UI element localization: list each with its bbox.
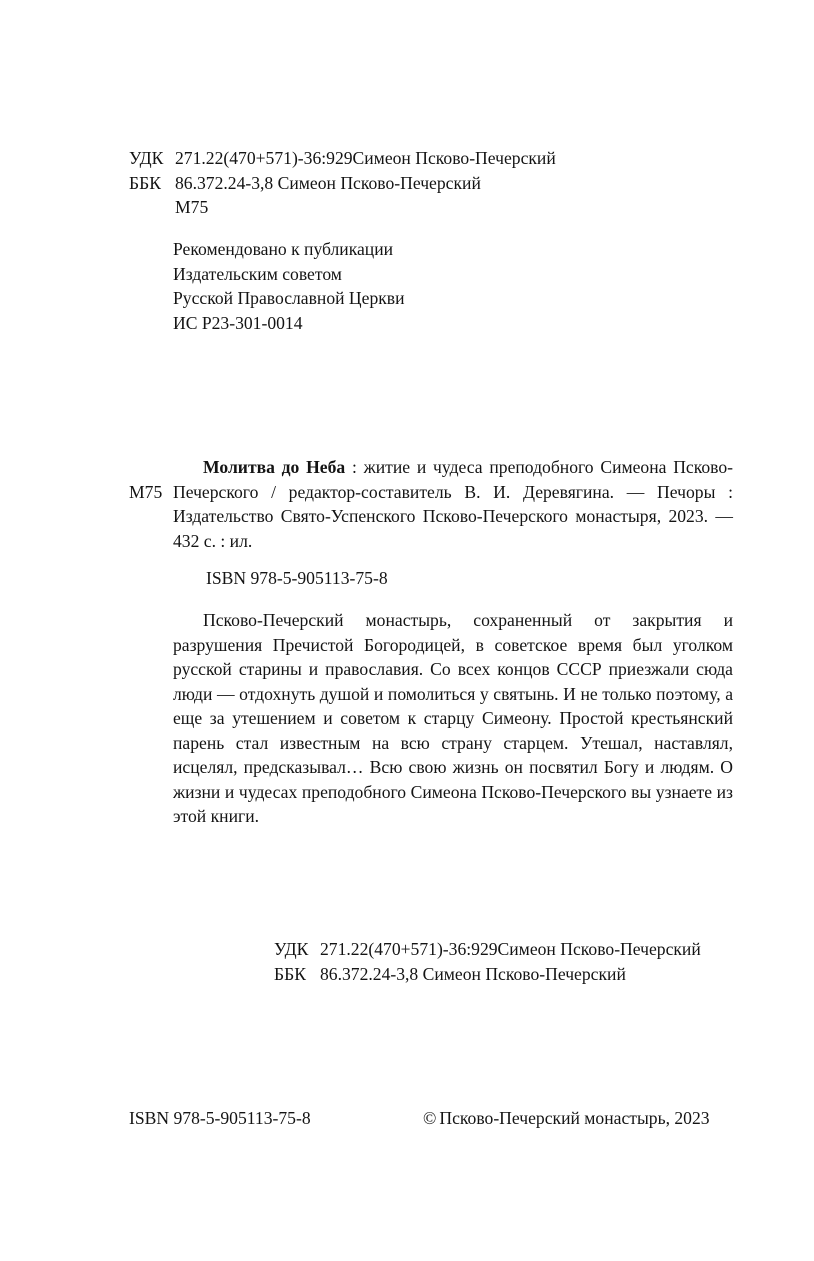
classification-block-top [129,146,749,220]
bbk-label-top: ББК [129,172,161,193]
udk-label-top: УДК [129,148,164,168]
bbk-label-bottom: ББК [274,963,306,984]
footer-copyright [423,1106,710,1131]
biblio-sigil: М75 [129,481,163,502]
biblio-imprint: : житие и чудеса преподобного Симеона Псково-Печерского / редактор-составитель В. И. Деревягина. — Печоры : Издательство Свято-Успенского Псково-Печерского монастыря, 2023. — 432 с. : ил. [173,457,734,551]
recommendation-line-3: Русской Православной Церкви [173,288,405,308]
copyright-holder: Псково-Печерский монастырь, 2023 [439,1108,710,1128]
recommendation-code: ИС Р23-301-0014 [173,312,303,333]
recommendation-line-1: Рекомендовано к публикации [173,239,394,259]
biblio-body [173,455,733,553]
annotation-paragraph: Псково-Печерский монастырь, сохраненный от закрытия и разрушения Пречистой Богородицей, в советское время был уголком русской старины и православия. Со всех концов СССР приезжали сюда люди — отдохнуть душой и помолиться у святынь. И не только поэтому, а еще за утешением и советом к старцу Симеону. Простой крестьянский парень стал известным на всю страну старцем. Утешал, наставлял, исцелял, предсказывал… Всю свою жизнь он посвятил Богу и людям. О жизни и чудесах преподобного Симеона Псково-Печерского вы узнаете из этой книги. [173,610,733,826]
udk-label-bottom: УДК [274,939,309,959]
author-sign: М75 [175,197,209,217]
udk-value-bottom: 271.22(470+571)-36:929Симеон Псково-Печерский [320,939,701,959]
bbk-value-top: 86.372.24-3,8 Симеон Псково-Печерский [175,172,481,193]
udk-row-bottom [274,937,734,962]
classification-block-bottom [274,937,734,986]
recommendation-line-2: Издательским советом [173,263,342,284]
bbk-value-bottom: 86.372.24-3,8 Симеон Псково-Печерский [320,963,626,984]
udk-value-top: 271.22(470+571)-36:929Симеон Псково-Печерский [175,148,556,168]
biblio-title: Молитва до Неба [203,457,346,477]
copyright-icon: © [423,1108,437,1128]
bibliographic-description [129,455,733,553]
bbk-row-bottom [274,962,734,987]
udk-row-top [129,146,749,171]
biblio-isbn: ISBN 978-5-905113-75-8 [206,568,388,588]
bbk-row-top [129,171,749,196]
footer-isbn: ISBN 978-5-905113-75-8 [129,1108,311,1128]
publication-recommendation [173,237,653,335]
